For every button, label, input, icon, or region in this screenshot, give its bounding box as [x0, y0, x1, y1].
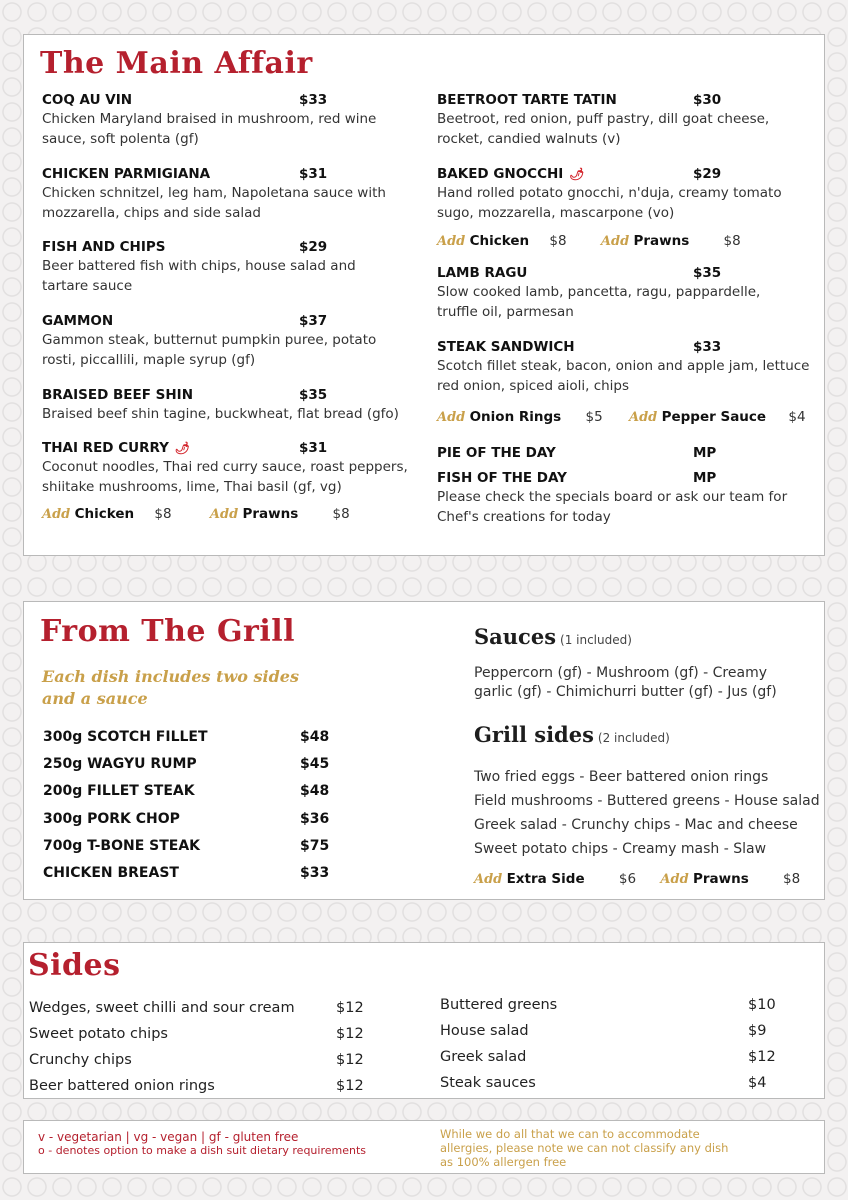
dish-price: $31	[299, 440, 328, 456]
add-label: Add	[437, 410, 466, 425]
dish-desc	[42, 457, 412, 497]
add-label: Add	[437, 234, 466, 249]
side-item: House salad	[440, 1023, 529, 1039]
sauces-line: Peppercorn (gf) - Mushroom (gf) - Creamy	[474, 665, 767, 681]
dish-desc-line: Coconut noodles, Thai red curry sauce, roast peppers,	[42, 459, 408, 475]
dish-price: MP	[693, 445, 717, 461]
tagline-line: and a sauce	[42, 689, 148, 708]
dish-desc-line: Beer battered fish with chips, house salad and	[42, 258, 356, 274]
dish-desc	[437, 183, 807, 223]
dish-price: $33	[299, 92, 328, 108]
grill-item: 300g PORK CHOP	[43, 811, 180, 827]
side-price: $12	[336, 1026, 364, 1042]
side-item: Sweet potato chips	[29, 1026, 168, 1042]
dish-name	[437, 166, 807, 182]
add-label: Add	[629, 410, 658, 425]
grill-price: $45	[300, 756, 330, 772]
dish-coq-au-vin	[42, 92, 412, 149]
dish-desc-line: mozzarella, chips and side salad	[42, 205, 261, 221]
dish-price: $29	[693, 166, 722, 182]
dish-price: $35	[299, 387, 328, 403]
dish-desc-line: sugo, mozzarella, mascarpone (vo)	[437, 205, 675, 221]
side-item: Beer battered onion rings	[29, 1078, 215, 1094]
dish-beetroot-tarte-tatin	[437, 92, 807, 149]
grill-sides-line: Sweet potato chips - Creamy mash - Slaw	[474, 841, 767, 857]
dish-name: LAMB RAGU	[437, 265, 528, 281]
grill-sides-line: Two fried eggs - Beer battered onion rings	[474, 769, 769, 785]
sauces-note: (1 included)	[560, 633, 632, 647]
side-item: Greek salad	[440, 1049, 527, 1065]
dish-chicken-parmigiana	[42, 166, 412, 223]
side-price: $12	[336, 1078, 364, 1094]
grill-price: $33	[300, 865, 330, 881]
dish-name: BRAISED BEEF SHIN	[42, 387, 194, 403]
grill-item: 200g FILLET STEAK	[43, 783, 195, 799]
grill-price: $48	[300, 729, 330, 745]
side-item: Wedges, sweet chilli and sour cream	[29, 1000, 295, 1016]
dish-desc-line: truffle oil, parmesan	[437, 304, 574, 320]
side-price: $4	[748, 1075, 767, 1091]
side-price: $12	[748, 1049, 776, 1065]
add-item: Pepper Sauce	[661, 409, 767, 425]
dish-desc	[437, 109, 807, 149]
grill-sides-line: Greek salad - Crunchy chips - Mac and cheese	[474, 817, 798, 833]
dish-desc	[42, 256, 412, 296]
dish-desc	[42, 330, 412, 370]
add-on-sandwich	[437, 409, 806, 425]
grill-sides-title-text: Grill sides	[474, 722, 594, 747]
add-price: $5	[585, 409, 603, 425]
add-price: $8	[332, 506, 350, 522]
allergen-notice	[440, 1127, 728, 1169]
grill-price: $48	[300, 783, 330, 799]
dish-desc	[437, 487, 807, 527]
dish-desc	[437, 356, 817, 396]
side-item: Crunchy chips	[29, 1052, 132, 1068]
dish-steak-sandwich	[437, 339, 817, 396]
grill-tagline	[42, 666, 299, 710]
dish-price: $37	[299, 313, 328, 329]
dish-fish-and-chips	[42, 239, 412, 296]
dish-price: $29	[299, 239, 328, 255]
dish-braised-beef-shin	[42, 387, 412, 424]
dish-desc-line: Slow cooked lamb, pancetta, ragu, pappardelle,	[437, 284, 761, 300]
dish-desc-line: Braised beef shin tagine, buckwheat, flat bread (gfo)	[42, 406, 399, 422]
dish-desc-line: Gammon steak, butternut pumpkin puree, potato	[42, 332, 377, 348]
dish-desc	[42, 404, 412, 424]
side-item: Buttered greens	[440, 997, 558, 1013]
sauces-title-text: Sauces	[474, 624, 557, 649]
legend-line: v - vegetarian | vg - vegan | gf - gluten free	[38, 1130, 299, 1144]
dish-desc-line: Chef's creations for today	[437, 509, 611, 525]
dish-desc-line: Chicken schnitzel, leg ham, Napoletana sauce with	[42, 185, 386, 201]
add-price: $6	[618, 871, 637, 887]
dish-price: $33	[693, 339, 722, 355]
dish-desc-line: rocket, candied walnuts (v)	[437, 131, 621, 147]
dish-name: FISH OF THE DAY	[437, 470, 567, 486]
grill-item: 700g T-BONE STEAK	[43, 838, 201, 854]
main-affair-title: The Main Affair	[40, 46, 313, 81]
add-label: Add	[474, 872, 503, 887]
grill-item: 250g WAGYU RUMP	[43, 756, 197, 772]
add-item: Prawns	[692, 871, 749, 887]
side-price: $9	[748, 1023, 767, 1039]
dish-desc-line: Hand rolled potato gnocchi, n'duja, creamy tomato	[437, 185, 782, 201]
grill-price: $75	[300, 838, 330, 854]
add-price: $8	[723, 233, 741, 249]
sauces-line: garlic (gf) - Chimichurri butter (gf) - Jus (gf)	[474, 684, 777, 700]
dish-name	[42, 440, 412, 456]
add-price: $8	[783, 871, 801, 887]
grill-sides-title	[474, 722, 670, 747]
chili-icon: 🌶	[569, 167, 585, 181]
dish-price: $31	[299, 166, 328, 182]
legend-line: o - denotes option to make a dish suit dietary requirements	[38, 1144, 367, 1157]
grill-sides-note: (2 included)	[597, 731, 670, 745]
dish-desc	[42, 183, 412, 223]
add-label: Add	[600, 234, 630, 249]
add-label: Add	[660, 872, 689, 887]
dish-name: BEETROOT TARTE TATIN	[437, 92, 617, 108]
dish-thai-red-curry	[42, 440, 412, 497]
dish-name: PIE OF THE DAY	[437, 445, 556, 461]
add-item: Prawns	[242, 506, 299, 522]
add-item: Chicken	[469, 233, 530, 249]
dish-name: COQ AU VIN	[42, 92, 133, 108]
dish-name: FISH AND CHIPS	[42, 239, 166, 255]
sauces-title	[474, 624, 632, 649]
add-price: $4	[788, 409, 806, 425]
add-price: $8	[549, 233, 567, 249]
add-on-gnocchi	[437, 233, 741, 249]
dish-desc-line: Chicken Maryland braised in mushroom, red wine	[42, 111, 377, 127]
dish-desc-line: Beetroot, red onion, puff pastry, dill goat cheese,	[437, 111, 770, 127]
side-price: $10	[748, 997, 776, 1013]
dish-name: CHICKEN PARMIGIANA	[42, 166, 211, 182]
allergen-line: While we do all that we can to accommodate	[440, 1127, 700, 1141]
dish-baked-gnocchi	[437, 166, 807, 223]
dish-name: GAMMON	[42, 313, 114, 329]
allergen-line: as 100% allergen free	[440, 1155, 567, 1169]
tagline-line: Each dish includes two sides	[42, 667, 299, 686]
dish-gammon	[42, 313, 412, 370]
dish-desc-line: sauce, soft polenta (gf)	[42, 131, 199, 147]
side-price: $12	[336, 1000, 364, 1016]
dish-name: STEAK SANDWICH	[437, 339, 575, 355]
add-price: $8	[154, 506, 172, 522]
sides-panel	[23, 942, 825, 1099]
add-item: Extra Side	[506, 871, 585, 887]
add-label: Add	[209, 507, 239, 522]
dish-desc	[42, 109, 412, 149]
add-item: Chicken	[74, 506, 135, 522]
sides-title: Sides	[28, 948, 121, 983]
dish-desc-line: red onion, spiced aioli, chips	[437, 378, 630, 394]
dish-desc-line: Scotch fillet steak, bacon, onion and apple jam, lettuce	[437, 358, 810, 374]
dish-fish-of-the-day	[437, 470, 807, 527]
add-on-grill	[474, 871, 800, 887]
dish-price: MP	[693, 470, 717, 486]
grill-price: $36	[300, 811, 330, 827]
grill-title: From The Grill	[40, 614, 296, 649]
dish-desc-line: tartare sauce	[42, 278, 133, 294]
dish-desc-line: rosti, piccallili, maple syrup (gf)	[42, 352, 256, 368]
add-item: Onion Rings	[469, 409, 562, 425]
dish-desc	[437, 282, 807, 322]
side-price: $12	[336, 1052, 364, 1068]
dish-desc-line: Please check the specials board or ask our team for	[437, 489, 788, 505]
dish-price: $30	[693, 92, 722, 108]
side-item: Steak sauces	[440, 1075, 536, 1091]
grill-item: 300g SCOTCH FILLET	[43, 729, 208, 745]
allergen-line: allergies, please note we can not classify any dish	[440, 1141, 729, 1155]
dish-price: $35	[693, 265, 722, 281]
chili-icon: 🌶	[174, 441, 191, 455]
add-item: Prawns	[633, 233, 690, 249]
add-label: Add	[42, 507, 71, 522]
grill-sides-line: Field mushrooms - Buttered greens - House salad	[474, 793, 820, 809]
dish-name-text: THAI RED CURRY	[42, 440, 169, 456]
dish-name-text: BAKED GNOCCHI	[437, 166, 564, 182]
dish-pie-of-the-day	[437, 445, 807, 461]
dish-desc-line: shiitake mushrooms, lime, Thai basil (gf, vg)	[42, 479, 342, 495]
grill-item: CHICKEN BREAST	[43, 865, 179, 881]
dietary-legend	[38, 1130, 366, 1158]
dish-lamb-ragu	[437, 265, 807, 322]
add-on-curry	[42, 506, 350, 522]
